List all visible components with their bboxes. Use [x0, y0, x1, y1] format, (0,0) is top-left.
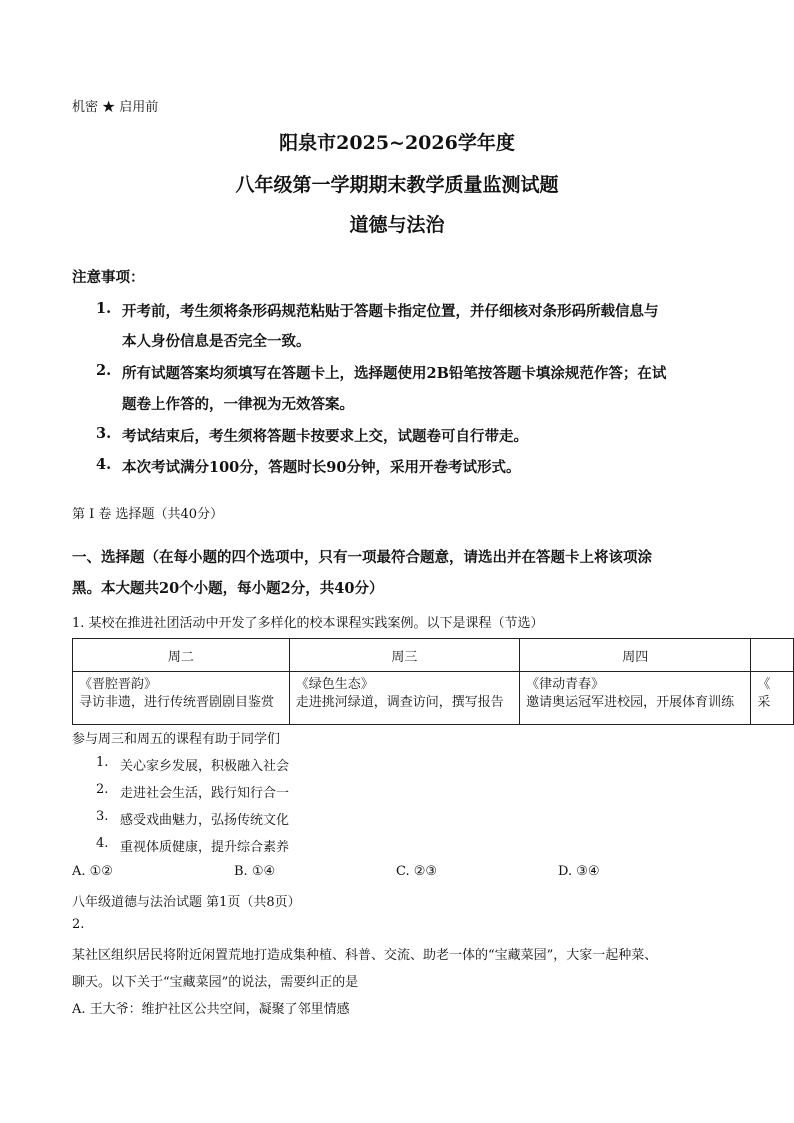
choice-d: D. ③④ [558, 864, 600, 879]
question-1-follow: 参与周三和周五的课程有助于同学们 [72, 732, 281, 747]
note-2-line2: 题卷上作答的，一律视为无效答案。 [122, 396, 354, 413]
course-title: 《 [757, 677, 771, 692]
option-text: 关心家乡发展，积极融入社会 [120, 759, 290, 774]
course-title: 《晋腔晋韵》 [79, 677, 158, 692]
note-2-line1: 所有试题答案均须填写在答题卡上，选择题使用2B铅笔按答题卡填涂规范作答；在试 [122, 365, 667, 382]
notes-heading: 注意事项： [72, 269, 145, 286]
question-2-line1: 某社区组织居民将附近闲置荒地打造成集种植、科普、交流、助老一体的“宝藏菜园”，大家一起种菜、 [72, 948, 658, 963]
table-header-cell: 周二 [73, 639, 290, 672]
note-4-line1: 本次考试满分100分，答题时长90分钟，采用开卷考试形式。 [122, 459, 521, 476]
section-heading-line2: 黑。本大题共20个小题，每小题2分，共40分） [72, 580, 384, 597]
option-text: 走进社会生活，践行知行合一 [120, 786, 290, 801]
section-heading-line1: 一、选择题（在每小题的四个选项中，只有一项最符合题意，请选出并在答题卡上将该项涂 [72, 549, 652, 566]
table-header-cell: 周三 [289, 639, 519, 672]
choice-c: C. ②③ [396, 864, 438, 879]
question-2-number: 2. [72, 917, 85, 932]
option-number: 3. [96, 809, 109, 824]
option-number: 2. [96, 782, 109, 797]
course-description: 邀请奥运冠军进校园，开展体育训练 [526, 695, 735, 710]
option-number: 1. [96, 755, 109, 770]
course-description: 采 [757, 695, 771, 710]
option-text: 重视体质健康，提升综合素养 [120, 840, 290, 855]
table-cell [289, 672, 519, 725]
question-2-option-a: A. 王大爷：维护社区公共空间，凝聚了邻里情感 [72, 1002, 350, 1017]
course-description: 走进挑河绿道，调查访问，撰写报告 [295, 695, 504, 710]
note-1-line2: 本人身份信息是否完全一致。 [122, 333, 311, 350]
table-cell [73, 672, 290, 725]
note-1-number: 1. [96, 300, 112, 317]
question-2-line2: 聊天。以下关于“宝藏菜园”的说法，需要纠正的是 [72, 975, 359, 990]
exam-title-main: 八年级第一学期期末教学质量监测试题 [235, 174, 559, 196]
table-cell [751, 672, 794, 725]
note-1-line1: 开考前，考生须将条形码规范粘贴于答题卡指定位置，并仔细核对条形码所载信息与 [122, 303, 659, 320]
part-label: 第 I 卷 选择题（共40分） [72, 507, 224, 522]
table-header-cell [751, 639, 794, 672]
table-row [73, 672, 794, 725]
question-1-stem: 1. 某校在推进社团活动中开发了多样化的校本课程实践案例。以下是课程（节选） [72, 616, 544, 631]
course-schedule-table [72, 638, 794, 725]
page-footer-label: 八年级道德与法治试题 第1页（共8页） [72, 895, 301, 910]
table-header-cell: 周四 [520, 639, 751, 672]
option-text: 感受戏曲魅力，弘扬传统文化 [120, 813, 290, 828]
exam-title-year: 阳泉市2025~2026学年度 [279, 132, 515, 154]
course-title: 《绿色生态》 [295, 677, 374, 692]
note-3-number: 3. [96, 425, 112, 442]
note-4-number: 4. [96, 456, 112, 473]
course-title: 《律动青春》 [526, 677, 605, 692]
confidential-mark: 机密 ★ 启用前 [72, 100, 159, 115]
note-3-line1: 考试结束后，考生须将答题卡按要求上交，试题卷可自行带走。 [122, 428, 528, 445]
option-number: 4. [96, 836, 109, 851]
choice-a: A. ①② [72, 864, 113, 879]
exam-title-subject: 道德与法治 [349, 214, 445, 236]
course-description: 寻访非遗，进行传统晋剧剧目鉴赏 [79, 695, 275, 710]
table-header-row [73, 639, 794, 672]
note-2-number: 2. [96, 362, 112, 379]
choice-b: B. ①④ [234, 864, 276, 879]
table-cell [520, 672, 751, 725]
